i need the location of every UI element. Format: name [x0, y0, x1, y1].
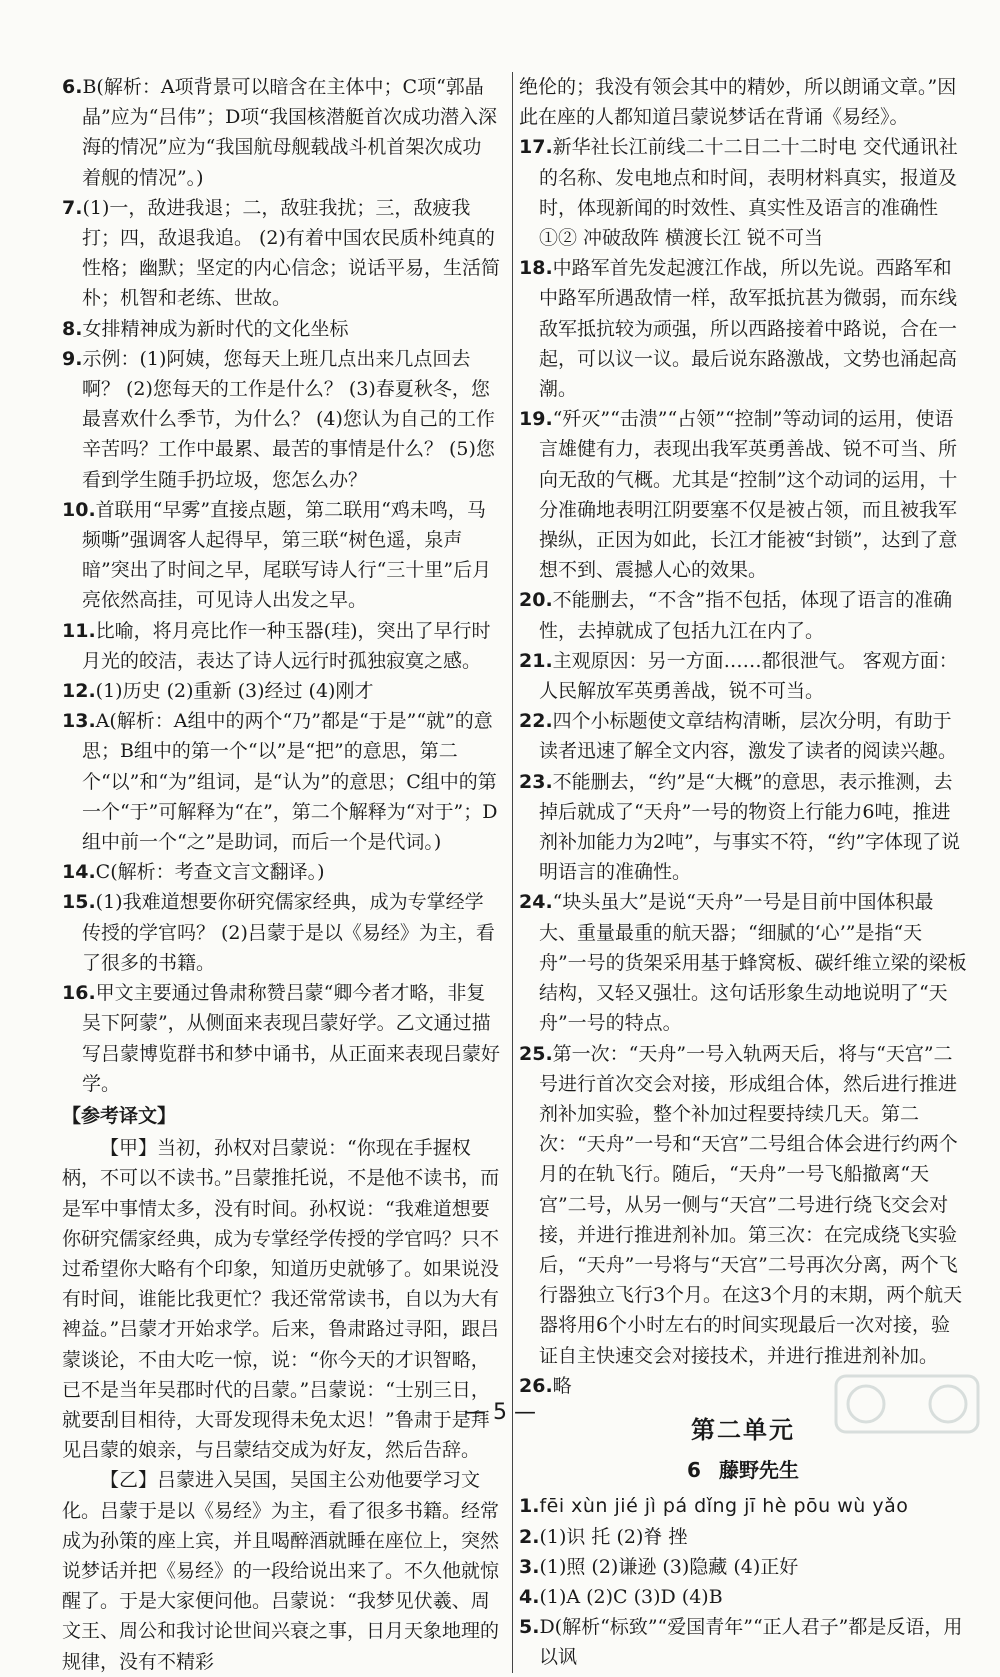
- item-number: 26.: [519, 1374, 553, 1397]
- item-text: (1)A (2)C (3)D (4)B: [539, 1585, 723, 1608]
- left-column: [62, 72, 500, 1677]
- item-text: (1)一，敌进我退；二，敌驻我扰；三，敌疲我打；四，敌退我追。 (2)有着中国农民质朴纯真的性格；幽默；坚定的内心信念；说话平易，生活简朴；机智和老练、世故。: [81, 196, 500, 310]
- item-text: 比喻，将月亮比作一种玉器(珪)，突出了早行时月光的皎洁，表达了诗人远行时孤独寂寞之感。: [81, 619, 491, 672]
- item-text: 示例：(1)阿姨，您每天上班几点出来几点回去啊？ (2)您每天的工作是什么？ (3)春夏秋冬，您最喜欢什么季节，为什么？ (4)您认为自己的工作辛苦吗？工作中最累、最苦的事情是什么？ (5)您看到学生随手扔垃圾，您怎么办？: [81, 347, 495, 491]
- answer-item: [519, 585, 967, 645]
- item-number: 19.: [519, 408, 553, 431]
- item-number: 9.: [62, 347, 83, 370]
- item-number: 11.: [62, 619, 96, 642]
- translation-paragraph: 【乙】吕蒙进入吴国，吴国主公劝他要学习文化。吕蒙于是以《易经》为主，看了很多书籍。经常成为孙策的座上宾，并且喝醉酒就睡在座位上，突然说梦话并把《易经》的一段给说出来了。不久他就惊醒了。于是大家便问他。吕蒙说：“我梦见伏羲、周文王、周公和我讨论世间兴衰之事，日月天象地理的规律，没有不精彩: [62, 1469, 500, 1673]
- item-number: 6.: [62, 76, 83, 98]
- lesson-answer-item: [519, 1612, 967, 1672]
- answer-item: [62, 887, 500, 978]
- lesson-number: 6: [687, 1458, 701, 1483]
- item-text: (1)识 托 (2)脊 挫: [539, 1525, 688, 1548]
- item-number: 18.: [519, 257, 553, 280]
- item-text: “块头虽大”是说“天舟”一号是目前中国体积最大、重量最重的航天器；“细腻的‘心’”是指“天舟”一号的货架采用基于蜂窝板、碳纤维立梁的梁板结构，又轻又强壮。这句话形象生动地说明了“天舟”一号的特点。: [538, 891, 967, 1035]
- item-text: fēi xùn jié jì pá dǐng jī hè pōu wù yǎo: [539, 1495, 909, 1518]
- item-number: 22.: [519, 710, 553, 733]
- item-number: 3.: [519, 1555, 540, 1578]
- item-number: 12.: [62, 680, 96, 703]
- answer-item: [519, 404, 967, 585]
- item-text: 女排精神成为新时代的文化坐标: [82, 317, 349, 340]
- continued-translation-text: 绝伦的；我没有领会其中的精妙，所以朗诵文章。”因此在座的人都知道吕蒙说梦话在背诵《易经》。: [519, 76, 957, 129]
- answer-item: [62, 72, 500, 193]
- item-number: 17.: [519, 136, 553, 159]
- item-number: 5.: [519, 1616, 540, 1639]
- answer-item: [62, 314, 500, 344]
- item-text: 主观原因：另一方面……都很泄气。 客观方面：人民解放军英勇善战，锐不可当。: [538, 649, 958, 703]
- answer-item: [519, 646, 967, 706]
- reference-translation-heading: 【参考译文】: [62, 1104, 177, 1127]
- item-text: B(解析：A项背景可以暗含在主体中；C项“郭晶晶”应为“吕伟”；D项“我国核潜艇首次成功潜入深海的情况”应为“我国航母舰载战斗机首架次成功着舰的情况”。): [81, 76, 498, 189]
- item-text: (1)历史 (2)重新 (3)经过 (4)刚才: [95, 680, 374, 703]
- page-number: — 5 —: [464, 1400, 536, 1425]
- answer-item: [62, 676, 500, 706]
- item-number: 24.: [519, 891, 553, 914]
- item-number: 15.: [62, 891, 96, 914]
- answer-item: [519, 887, 967, 1038]
- item-number: 10.: [62, 498, 96, 521]
- item-text: 不能删去，“约”是“大概”的意思，表示推测，去掉后就成了“天舟”一号的物资上行能力6吨，推进剂补加能力为2吨”，与事实不符，“约”字体现了说明语言的准确性。: [538, 770, 961, 884]
- item-text: (1)我难道想要你研究儒家经典，成为专掌经学传授的学官吗？ (2)吕蒙于是以《易经》为主，看了很多的书籍。: [81, 891, 495, 974]
- answer-item: [62, 706, 500, 857]
- site-watermark-logo: [832, 1372, 982, 1436]
- item-number: 20.: [519, 589, 553, 612]
- item-text: 略: [552, 1374, 572, 1397]
- answer-item: [519, 1039, 967, 1371]
- item-text: 中路军首先发起渡江作战，所以先说。西路军和中路军所遇敌情一样，敌军抵抗甚为微弱，而东线敌军抵抗较为顽强，所以西路接着中路说，合在一起，可以议一议。最后说东路激战，文势也涌起高潮。: [538, 257, 957, 401]
- item-number: 25.: [519, 1042, 553, 1065]
- item-text: 新华社长江前线二十二日二十二时电 交代通讯社的名称、发电地点和时间，表明材料真实，报道及时，体现新闻的时效性、真实性及语言的准确性 ①② 冲破敌阵 横渡长江 锐不可当: [538, 136, 958, 250]
- item-number: 14.: [62, 861, 96, 884]
- answer-item: [519, 132, 967, 253]
- item-text: 第一次：“天舟”一号入轨两天后，将与“天宫”二号进行首次交会对接，形成组合体，然后进行推进剂补加实验，整个补加过程要持续几天。第二次：“天舟”一号和“天宫”二号组合体会进行约两个月的在轨飞行。随后，“天舟”一号飞船撤离“天宫”二号，从另一侧与“天宫”二号进行绕飞交会对接，并进行推进剂补加。第三次：在完成绕飞实验后，“天舟”一号将与“天宫”二号再次分离，两个飞行器独立飞行3个月。在这3个月的末期，两个航天器将用6个小时左右的时间实现最后一次对接，验证自主快速交会对接技术，并进行推进剂补加。: [538, 1042, 963, 1367]
- lesson-name: 藤野先生: [718, 1458, 799, 1483]
- item-text: 不能删去，“不含”指不包括，体现了语言的准确性，去掉就成了包括九江在内了。: [538, 589, 953, 642]
- item-number: 1.: [519, 1495, 540, 1518]
- item-number: 23.: [519, 770, 553, 793]
- item-number: 13.: [62, 710, 96, 733]
- lesson-answer-item: [519, 1522, 967, 1552]
- item-number: 21.: [519, 649, 553, 672]
- item-number: 7.: [62, 196, 83, 219]
- lesson-answer-item: [519, 1491, 967, 1521]
- item-text: 甲文主要通过鲁肃称赞吕蒙“卿今者才略，非复吴下阿蒙”，从侧面来表现吕蒙好学。乙文通过描写吕蒙博览群书和梦中诵书，从正面来表现吕蒙好学。: [81, 982, 500, 1095]
- item-text: 首联用“早雾”直接点题，第二联用“鸡未鸣，马频嘶”强调客人起得早，第三联“树色遥，泉声暗”突出了时间之早，尾联写诗人行“三十里”后月亮依然高挂，可见诗人出发之早。: [81, 498, 492, 612]
- lesson-answer-item: [519, 1552, 967, 1582]
- answer-item: [62, 344, 500, 495]
- unit-title: 第二单元: [691, 1415, 795, 1444]
- item-text: “歼灭”“击溃”“占领”“控制”等动词的运用，使语言雄健有力，表现出我军英勇善战、锐不可当、所向无敌的气概。尤其是“控制”这个动词的运用，十分准确地表明江阴要塞不仅是被占领，而且被我军操纵，正因为如此，长江才能被“封锁”，达到了意想不到、震撼人心的效果。: [538, 408, 958, 582]
- item-number: 4.: [519, 1585, 540, 1608]
- answer-item: [62, 978, 500, 1099]
- lesson-title: [519, 1455, 967, 1485]
- item-number: 8.: [62, 317, 83, 340]
- item-text: 四个小标题使文章结构清晰，层次分明，有助于读者迅速了解全文内容，激发了读者的阅读兴趣。: [538, 710, 957, 763]
- item-text: C(解析：考查文言文翻译。): [95, 861, 325, 884]
- item-text: A(解析：A组中的两个“乃”都是“于是”“就”的意思；B组中的第一个“以”是“把”的意思，第二个“以”和“为”组词，是“认为”的意思；C组中的第一个“于”可解释为“在”，第二个解释为“对于”；D组中前一个“之”是助词，而后一个是代词。): [81, 710, 498, 854]
- item-text: (1)照 (2)谦逊 (3)隐藏 (4)正好: [539, 1555, 799, 1578]
- item-number: 16.: [62, 982, 96, 1005]
- answer-item: [519, 253, 967, 404]
- answer-item: [62, 616, 500, 676]
- item-number: 2.: [519, 1525, 540, 1548]
- item-text: D(解析“标致”“爱国青年”“正人君子”都是反语，用以讽: [538, 1616, 963, 1669]
- answer-item: [519, 767, 967, 888]
- translation-paragraph: 【甲】当初，孙权对吕蒙说：“你现在手握权柄，不可以不读书。”吕蒙推托说，不是他不读书，而是军中事情太多，没有时间。孙权说：“我难道想要你研究儒家经典，成为专掌经学传授的学官吗？只不过希望你大略有个印象，知道历史就够了。如果说没有时间，谁能比我更忙？我还常常读书，自以为大有裨益。”吕蒙才开始求学。后来，鲁肃路过寻阳，跟吕蒙谈论，不由大吃一惊，说：“你今天的才识智略，已不是当年吴郡时代的吕蒙。”吕蒙说：“士别三日，就要刮目相待，大哥发现得未免太迟！”鲁肃于是拜见吕蒙的娘亲，与吕蒙结交成为好友，然后告辞。: [62, 1137, 500, 1462]
- answer-item: [519, 706, 967, 766]
- lesson-answer-item: [519, 1582, 967, 1612]
- answer-item: [62, 857, 500, 887]
- answer-item: [62, 495, 500, 616]
- answer-item: [62, 193, 500, 314]
